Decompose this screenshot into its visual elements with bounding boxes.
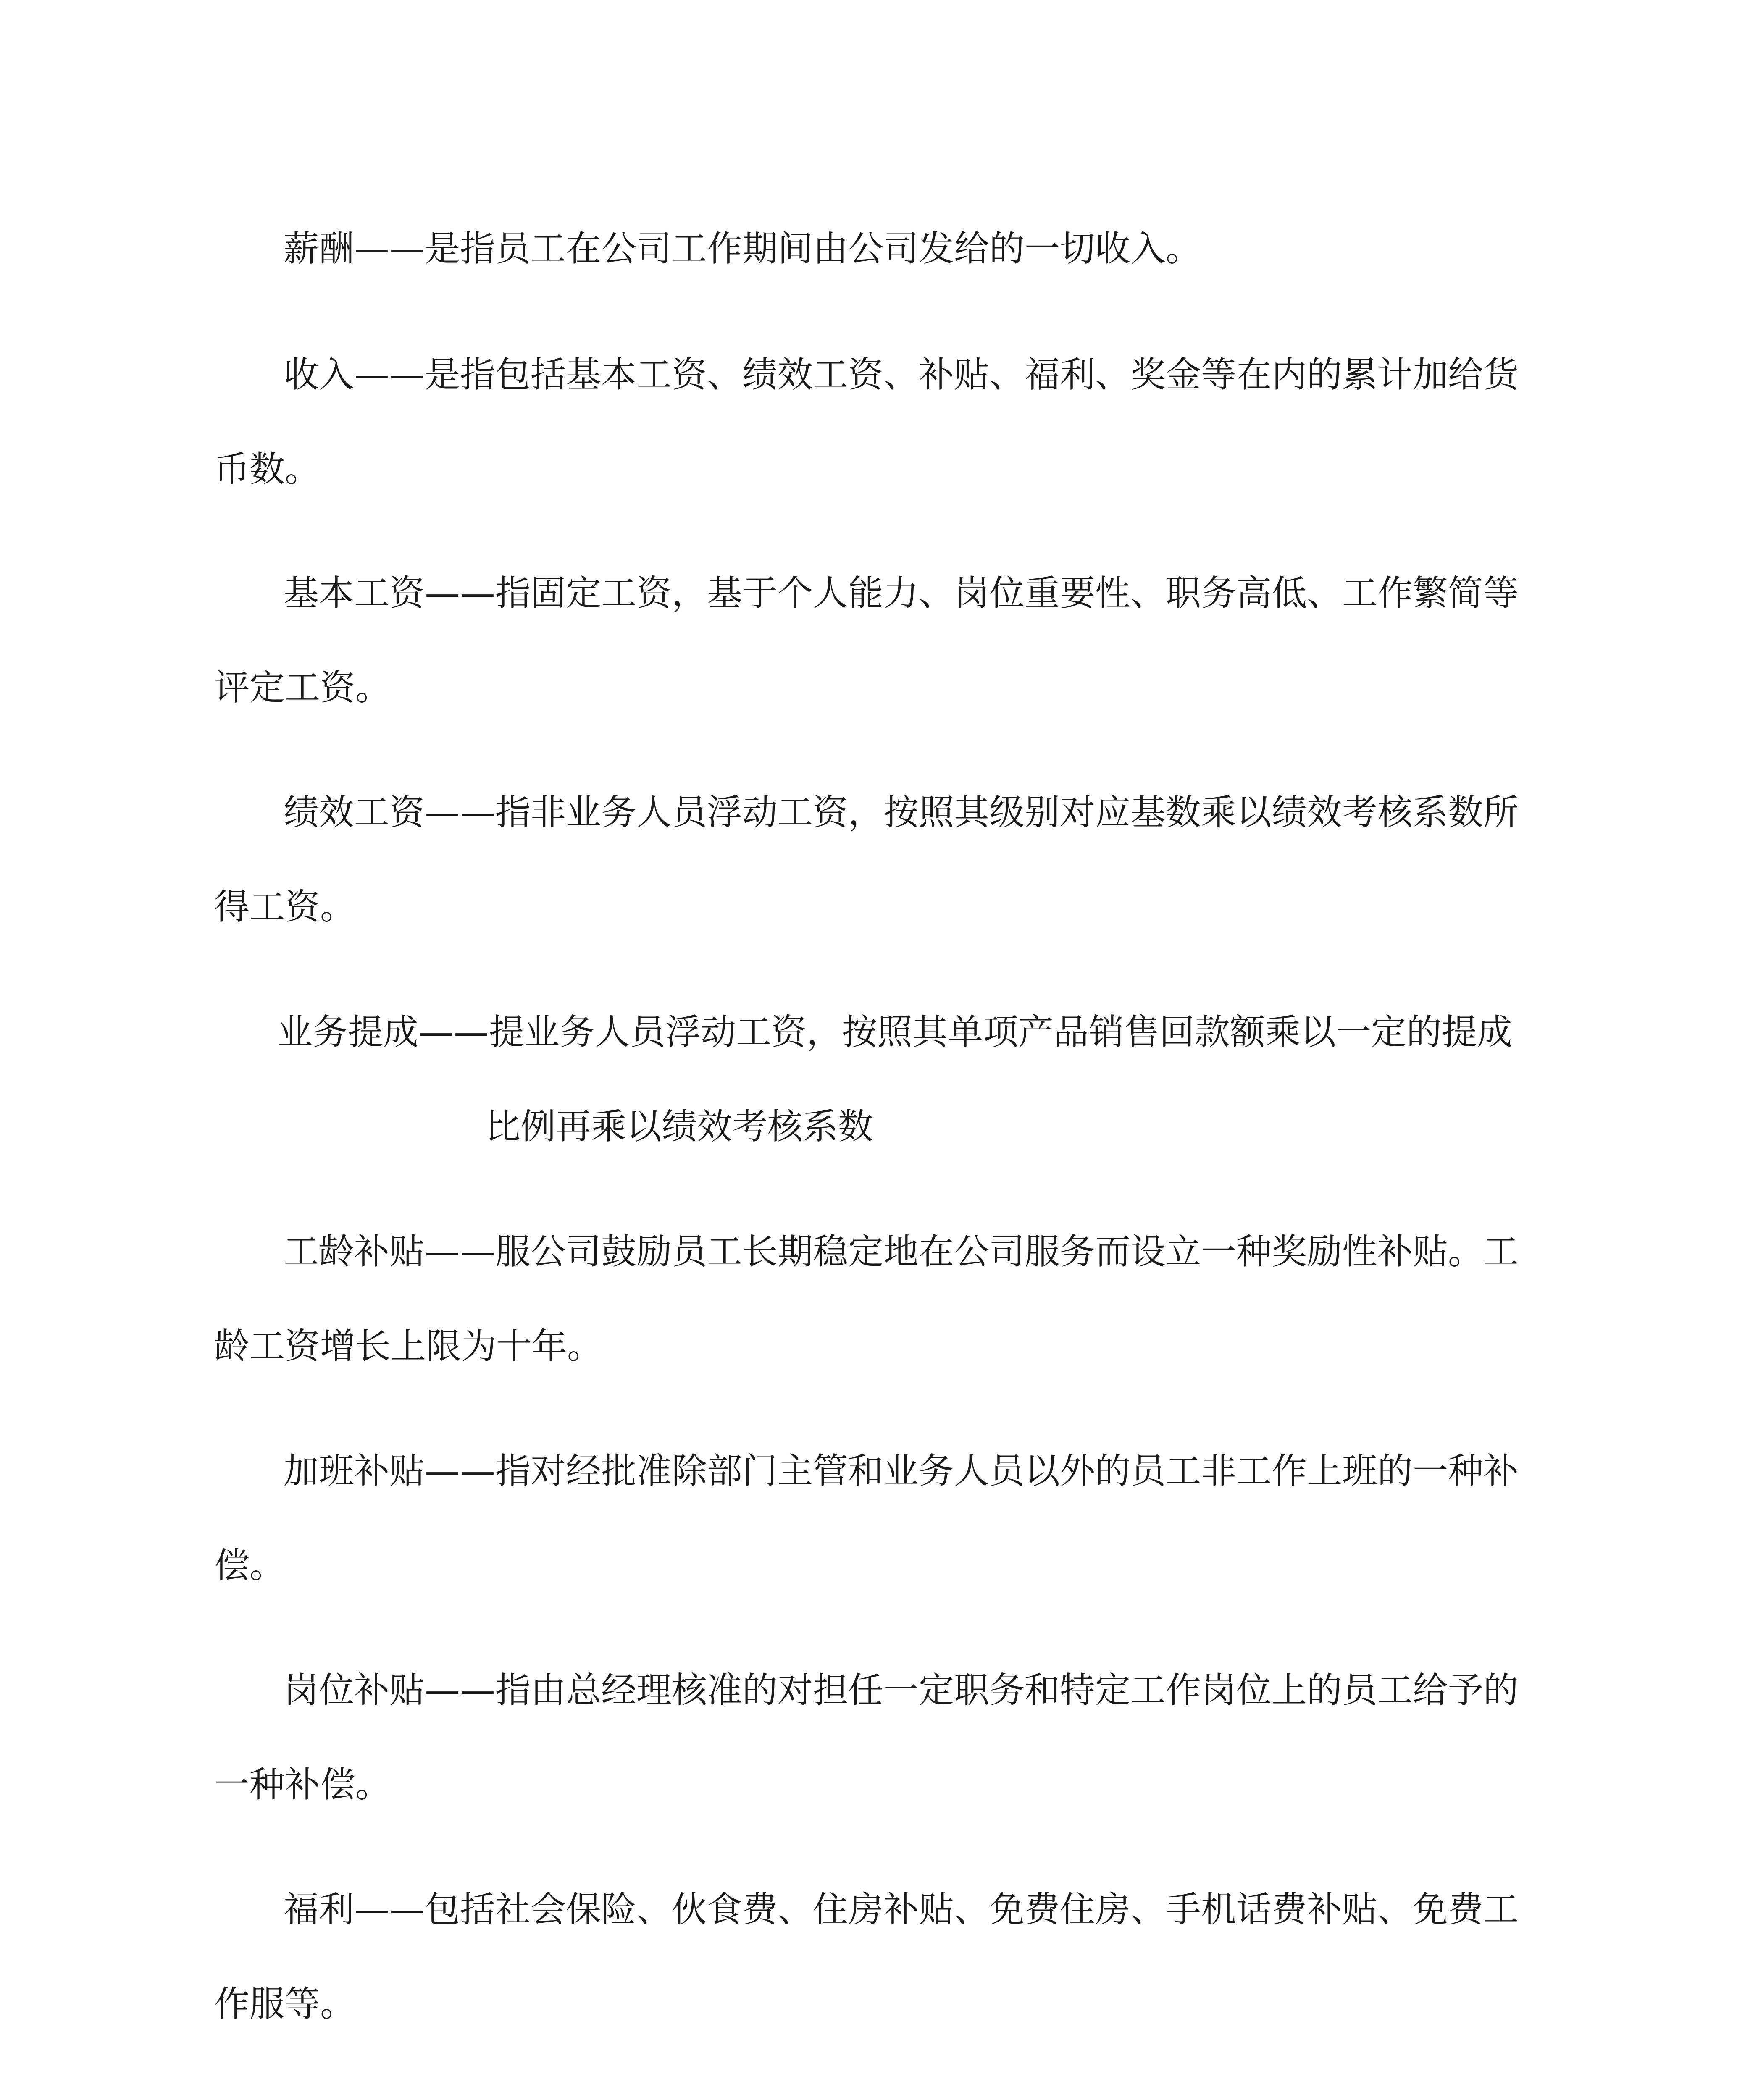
paragraph-bonus bbox=[214, 2082, 1529, 2100]
paragraph-base-salary bbox=[214, 546, 1529, 735]
paragraph-text: 业务提成——提业务人员浮动工资，按照其单项产品销售回款额乘以一定的提成 bbox=[277, 1011, 1513, 1053]
paragraph-text: 收入——是指包括基本工资、绩效工资、补贴、福利、奖金等在内的累计加给货币数。 bbox=[214, 354, 1519, 490]
paragraph-text: 岗位补贴——指由总经理核准的对担任一定职务和特定工作岗位上的员工给予的一种补偿。 bbox=[214, 1670, 1519, 1805]
paragraph-seniority-allowance bbox=[214, 1205, 1529, 1394]
paragraph-text: 福利——包括社会保险、伙食费、住房补贴、免费住房、手机话费补贴、免费工作服等。 bbox=[214, 1889, 1519, 2024]
paragraph-income bbox=[214, 328, 1529, 517]
paragraph-welfare bbox=[214, 1862, 1529, 2051]
paragraph-sales-commission bbox=[277, 985, 1533, 1174]
paragraph-overtime-allowance bbox=[214, 1424, 1529, 1613]
paragraph-position-allowance bbox=[214, 1643, 1529, 1832]
paragraph-text: 绩效工资——指非业务人员浮动工资，按照其级别对应基数乘以绩效考核系数所得工资。 bbox=[214, 792, 1519, 927]
paragraph-text: 工龄补贴——服公司鼓励员工长期稳定地在公司服务而设立一种奖励性补贴。工龄工资增长上限为十年。 bbox=[214, 1231, 1519, 1367]
paragraph-continuation: 比例再乘以绩效考核系数 bbox=[485, 1106, 874, 1147]
paragraph-text: 加班补贴——指对经批准除部门主管和业务人员以外的员工非工作上班的一种补偿。 bbox=[214, 1450, 1519, 1586]
paragraph-text: 基本工资——指固定工资，基于个人能力、岗位重要性、职务高低、工作繁简等评定工资。 bbox=[214, 572, 1519, 708]
paragraph-text: 薪酬——是指员工在公司工作期间由公司发给的一切收入。 bbox=[284, 228, 1201, 269]
paragraph-performance-salary bbox=[214, 765, 1529, 954]
paragraph-salary bbox=[214, 202, 1529, 296]
